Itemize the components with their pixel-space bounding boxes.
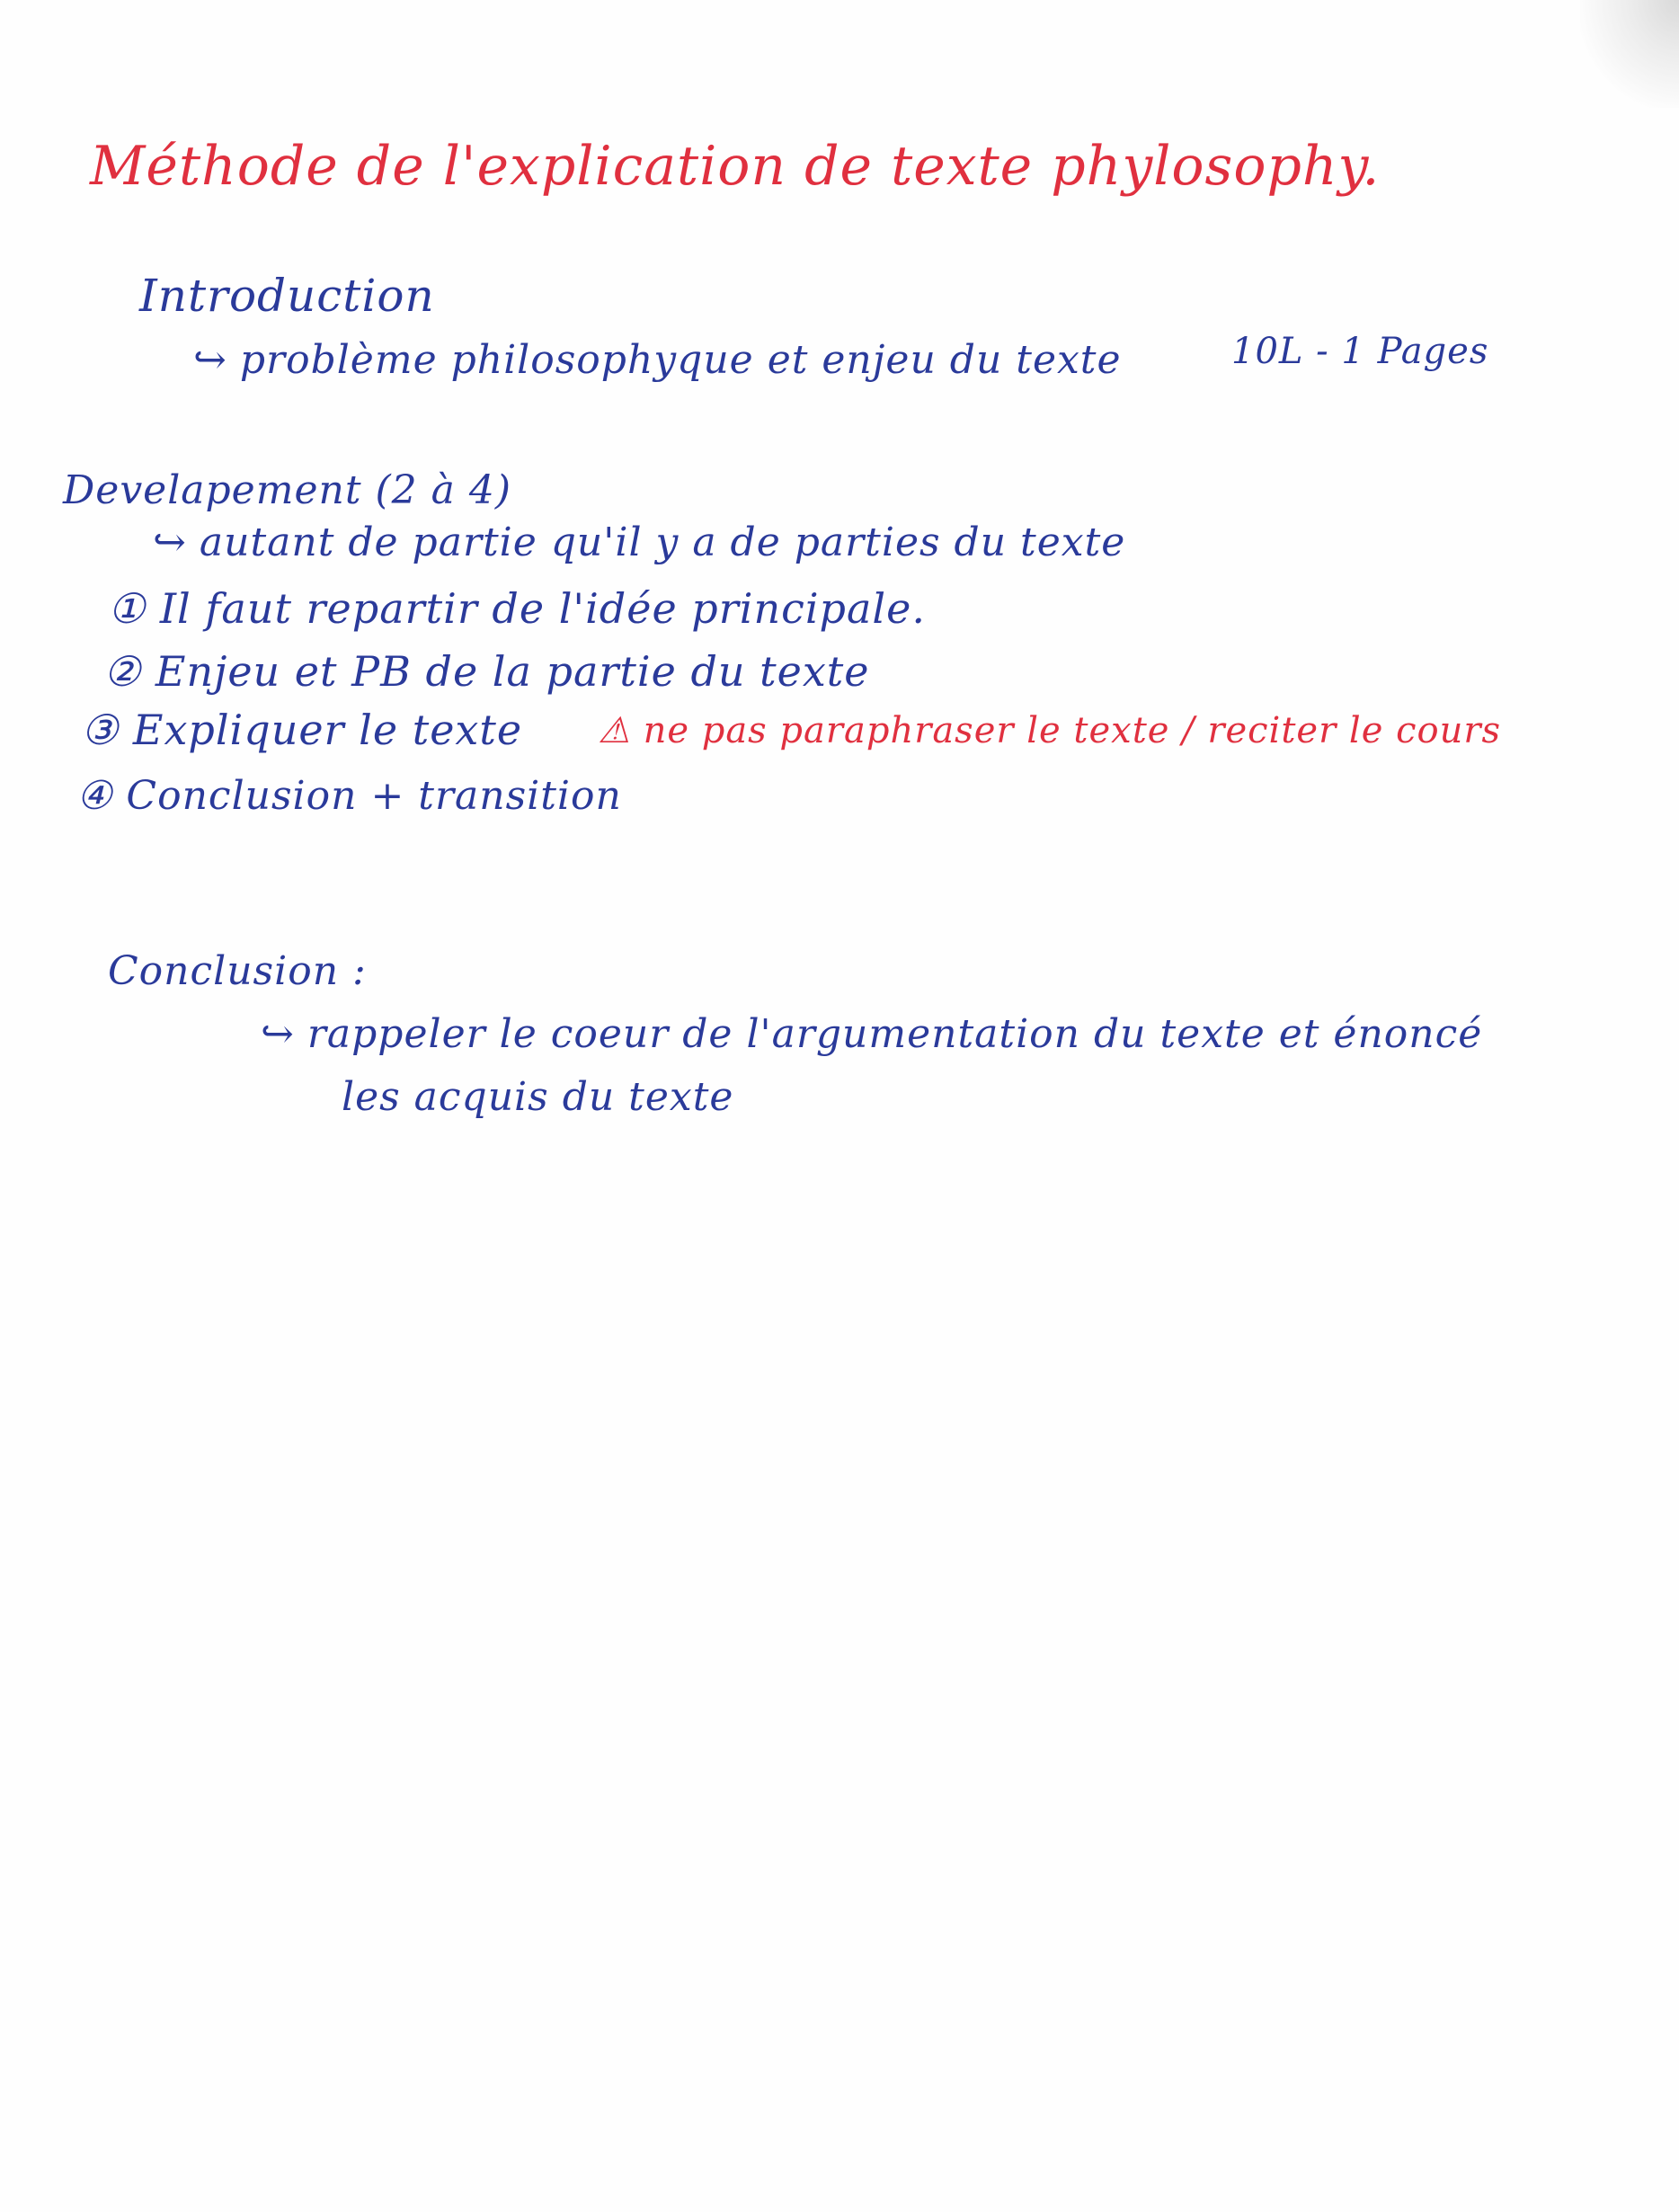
conclusion-line-1: [261, 1011, 1482, 1057]
introduction-text: [193, 337, 1122, 383]
conclusion-line-2: les acquis du texte: [342, 1074, 734, 1120]
scan-corner-shadow: [1580, 0, 1679, 108]
development-step-3-warning: ⚠ ne pas paraphraser le texte / reciter le cours: [598, 710, 1501, 751]
hook-arrow-icon: ↪: [193, 337, 227, 383]
conclusion-heading: Conclusion :: [108, 948, 367, 994]
development-subtext: [153, 520, 1125, 565]
development-heading: Develapement (2 à 4): [63, 467, 512, 513]
hook-arrow-icon: ↪: [261, 1011, 295, 1057]
hook-arrow-icon: ↪: [153, 520, 187, 565]
introduction-text-label: problème philosophyque et enjeu du texte: [239, 337, 1122, 383]
development-step-1: ① Il faut repartir de l'idée principale.: [108, 584, 926, 633]
page-title: Méthode de l'explication de texte phylosophy.: [90, 135, 1381, 198]
development-step-3: ③ Expliquer le texte: [81, 706, 523, 754]
development-step-4: ④ Conclusion + transition: [76, 773, 622, 819]
development-subtext-label: autant de partie qu'il y a de parties du texte: [199, 520, 1126, 565]
introduction-heading: Introduction: [139, 270, 435, 322]
introduction-length-note: 10L - 1 Pages: [1231, 331, 1489, 372]
conclusion-line-1-label: rappeler le coeur de l'argumentation du texte et énoncé: [306, 1011, 1483, 1057]
development-step-2: ② Enjeu et PB de la partie du texte: [103, 647, 870, 696]
